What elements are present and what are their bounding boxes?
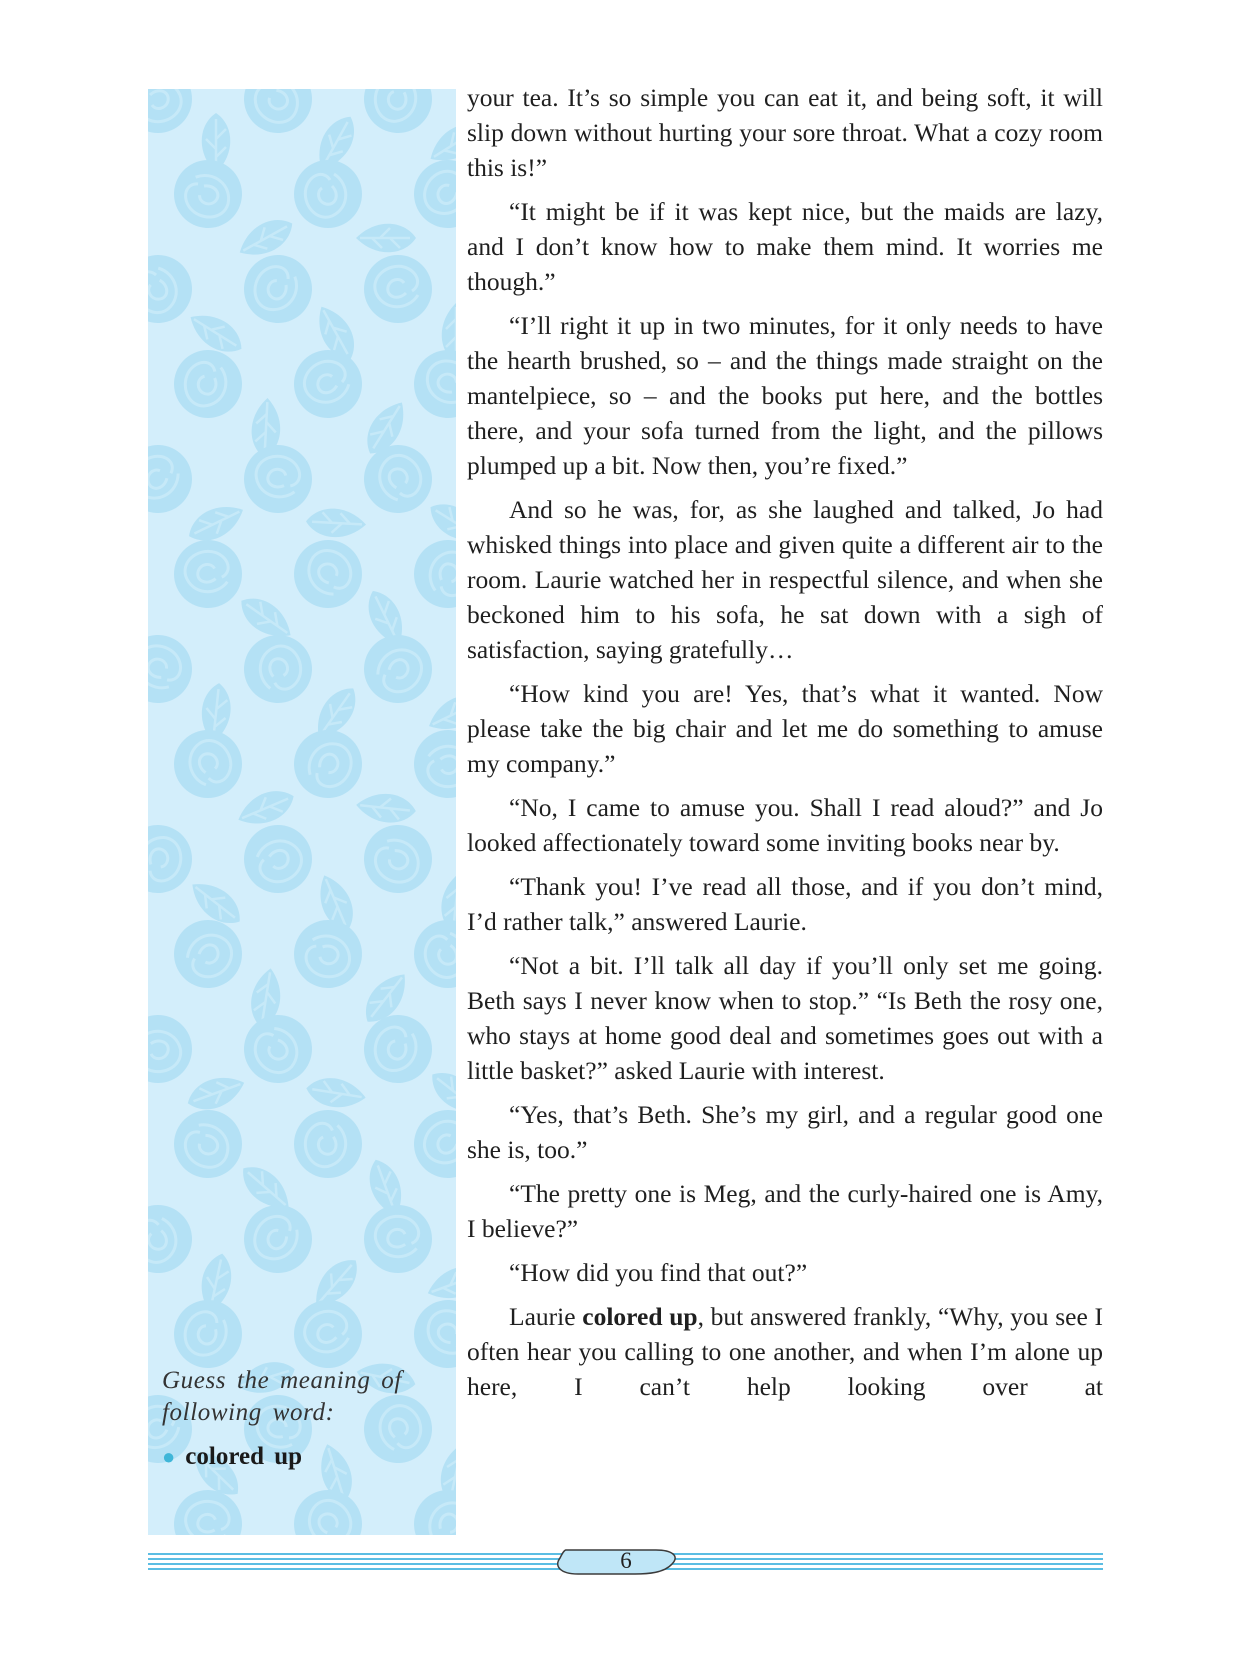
rose-icon	[400, 336, 456, 431]
glossary-prompt	[162, 1365, 448, 1429]
rose-icon	[241, 632, 315, 706]
rose-icon	[160, 146, 255, 241]
rose-icon	[148, 621, 206, 717]
rose-pattern-background	[148, 89, 456, 1535]
paragraph-part: , but answered frankly, “Why, you see I often hear you calling to one another, and when I’m alone up here, I can’t help looking over at	[467, 1302, 1103, 1401]
rose-icon	[411, 727, 456, 801]
paragraph: “The pretty one is Meg, and the curly-haired one is Amy, I believe?”	[467, 1179, 1103, 1243]
glossary-box	[162, 1365, 448, 1471]
rose-icon	[291, 1297, 366, 1372]
leaf-icon	[423, 1259, 456, 1306]
rose-icon	[171, 537, 245, 611]
rose-icon	[356, 89, 440, 141]
paragraph: “Yes, that’s Beth. She’s my girl, and a regular good one she is, too.”	[467, 1100, 1103, 1164]
margin-sidebar	[148, 89, 456, 1535]
page-number: 6	[620, 1548, 632, 1573]
rose-icon	[350, 811, 446, 907]
rose-icon	[238, 819, 318, 899]
leaf-icon	[305, 507, 366, 539]
rose-icon	[364, 255, 432, 323]
rose-icon	[162, 908, 253, 999]
rose-icon	[289, 1105, 368, 1184]
leaf-icon	[356, 224, 416, 253]
rose-icon	[148, 1010, 197, 1089]
glossary-item	[162, 1443, 448, 1471]
paragraph: And so he was, for, as she laughed and talked, Jo had whisked things into place and given quite a different air to the room. Laurie watched her in respectful silence, and when she beckoned him to his sofa, he sat down with a sigh of satisfaction, saying gratefully…	[467, 495, 1103, 664]
story-text	[467, 80, 1103, 1413]
page-footer	[148, 1546, 1103, 1576]
paragraph: “How kind you are! Yes, that’s what it wanted. Now please take the big chair and let me do something to amuse my company.”	[467, 679, 1103, 778]
glossary-term: colored up	[185, 1443, 303, 1470]
rose-icon	[230, 241, 325, 336]
rose-icon	[351, 622, 445, 716]
rose-icon	[230, 89, 325, 147]
paragraph: “Thank you! I’ve read all those, and if you don’t mind, I’d rather talk,” answered Laurie.	[467, 872, 1103, 936]
rose-icon	[234, 435, 322, 523]
rose-icon	[148, 432, 205, 526]
paragraph: “No, I came to amuse you. Shall I read aloud?” and Jo looked affectionately toward some inviting books near by.	[467, 793, 1103, 857]
paragraph-part: Laurie	[509, 1302, 583, 1331]
glossary-prompt-line1: Guess the meaning of	[162, 1367, 402, 1394]
rose-icon	[400, 146, 456, 241]
leaf-icon	[355, 791, 418, 826]
rose-icon	[356, 437, 440, 521]
rose-icon	[404, 530, 456, 618]
rose-icon	[164, 340, 252, 428]
rose-icon	[281, 527, 375, 621]
rose-icon	[402, 1098, 456, 1189]
paragraph: “It might be if it was kept nice, but the maids are lazy, and I don’t know how to make them mind. It worries me though.”	[467, 197, 1103, 296]
rose-icon	[294, 160, 362, 228]
paragraph: “Not a bit. I’ll talk all day if you’ll only set me going. Beth says I never know when to stop.” “Is Beth the rosy one, who stays at home good deal and sometimes goes out with a little basket?” asked Laurie with interest.	[467, 951, 1103, 1085]
bullet-icon: ●	[162, 1444, 176, 1469]
rose-icon	[280, 716, 376, 812]
leaf-icon	[304, 1074, 368, 1112]
paragraph: “How did you find that out?”	[509, 1258, 808, 1287]
rose-icon	[408, 914, 456, 994]
paragraph: your tea. It’s so simple you can eat it, and being soft, it will slip down without hurting your sore throat. What a cozy room this is!”	[467, 83, 1103, 182]
paragraph: “I’ll right it up in two minutes, for it only needs to have the hearth brushed, so – and the things made straight on the mantelpiece, so – and the books put here, and the bottles there, and your sofa turned from the light, and the pillows plumped up a bit. Now then, you’re fixed.”	[467, 311, 1103, 480]
leaf-icon	[233, 783, 299, 833]
rose-icon	[232, 1003, 323, 1094]
rose-icon	[148, 1202, 195, 1277]
rose-icon	[148, 89, 192, 133]
rose-icon	[230, 1191, 326, 1287]
rose-icon	[353, 1004, 444, 1095]
rose-icon	[160, 1096, 256, 1192]
rose-icon	[283, 909, 374, 1000]
paragraph-colored-up	[467, 1299, 1103, 1404]
glossary-prompt-line2: following word:	[162, 1399, 335, 1426]
highlighted-word: colored up	[582, 1302, 698, 1331]
rose-icon	[286, 342, 370, 426]
leaf-icon	[183, 1069, 249, 1116]
rose-icon	[359, 1200, 438, 1279]
rose-icon	[168, 724, 248, 804]
